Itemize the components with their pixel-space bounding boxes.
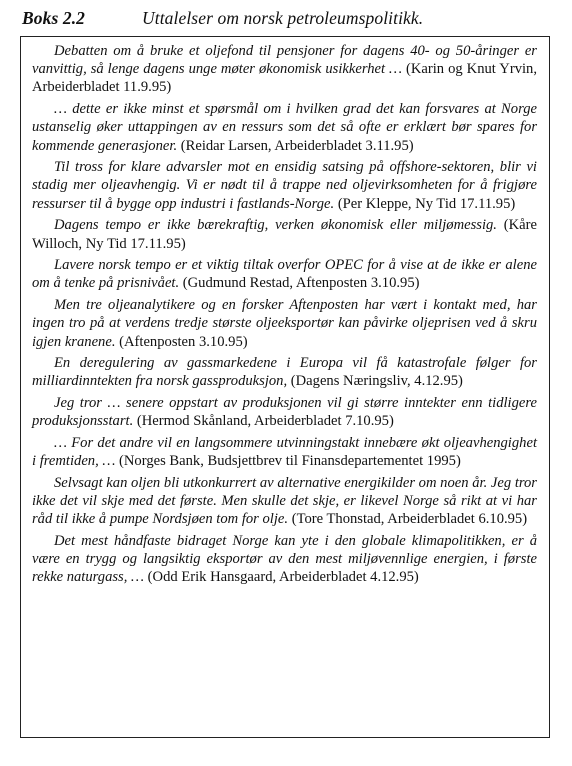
quote-text: Lavere norsk tempo er et viktig tiltak overfor OPEC for å vise at de ikke er alene om å tenke på prisnivået.	[32, 257, 537, 292]
quote-item	[32, 474, 537, 529]
quote-text: Dagens tempo er ikke bærekraftig, verken økonomisk eller miljømessig.	[54, 217, 497, 234]
quote-item	[32, 216, 537, 252]
quote-item	[32, 354, 537, 390]
quote-text: Men tre oljeanalytikere og en forsker Aftenposten har vært i kontakt med, har ingen tro på at verdens tredje største oljeeksportør kan påvirke oljeprisen ved å skru igjen kranene.	[32, 297, 537, 350]
quote-text: Til tross for klare advarsler mot en ensidig satsing på offshore-sektoren, blir vi stadig mer oljeavhengig. Vi er nødt til å trappe ned oljevirksomheten for å frigjøre ressurser til å bygge opp industri i fastlands-Norge.	[32, 159, 537, 212]
box-title: Uttalelser om norsk petroleumspolitikk.	[142, 8, 424, 28]
quote-item	[32, 434, 537, 470]
box-header	[22, 8, 423, 34]
box-label: Boks 2.2	[22, 8, 86, 28]
quote-item	[32, 256, 537, 292]
quote-source: (Odd Erik Hansgaard, Arbeiderbladet 4.12.95)	[147, 569, 419, 586]
quote-text: Debatten om å bruke et oljefond til pensjoner for dagens 40- og 50-åringer er vanvittig, så lenge dagens unge møter økonomisk usikkerhet …	[32, 43, 537, 78]
quote-text: Selvsagt kan oljen bli utkonkurrert av alternative energikilder om noen år. Jeg tror ikke det vil skje med det første. Men skulle det skje, er likevel Norge så rikt at vi har råd til ikke å pumpe Nordsjøen tom for olje.	[32, 474, 537, 528]
quote-source: (Karin og Knut Yrvin, Arbeiderbladet 11.9.95)	[32, 61, 537, 96]
quote-item	[32, 296, 537, 351]
quote-text: … dette er ikke minst et spørsmål om i hvilken grad det kan forsvares at Norge ustanselig øker uttappingen av en ressurs som det så ofte er erklært bør spares for kommende generasjoner.	[32, 101, 537, 154]
quote-text: Det mest håndfaste bidraget Norge kan yte i den globale klimapolitikken, er å være en trygg og langsiktig eksportør av den mest miljøvennlige energien, i første rekke naturgass, …	[32, 533, 537, 586]
quote-item	[32, 158, 537, 213]
quote-item	[32, 100, 537, 155]
quote-source: (Dagens Næringsliv, 4.12.95)	[290, 373, 463, 390]
quote-text: … For det andre vil en langsommere utvinningstakt innebære økt oljeavhengighet i fremtiden, …	[32, 435, 537, 470]
quote-item	[32, 532, 537, 587]
quote-source: (Aftenposten 3.10.95)	[119, 333, 248, 350]
quote-text: En deregulering av gassmarkedene i Europa vil få katastrofale følger for milliardinntekten fra norsk gassproduksjon,	[32, 355, 537, 390]
quote-source: (Gudmund Restad, Aftenposten 3.10.95)	[182, 275, 420, 292]
quote-text: Jeg tror … senere oppstart av produksjonen vil gi større inntekter enn tidligere produksjonsstart.	[32, 395, 537, 430]
quote-source: (Kåre Willoch, Ny Tid 17.11.95)	[32, 217, 537, 252]
quote-item	[32, 394, 537, 430]
quote-box	[20, 36, 550, 738]
quote-item	[32, 42, 537, 97]
quote-source: (Per Kleppe, Ny Tid 17.11.95)	[337, 195, 516, 212]
quote-source: (Hermod Skånland, Arbeiderbladet 7.10.95)	[136, 413, 394, 430]
quote-source: (Norges Bank, Budsjettbrev til Finansdepartementet 1995)	[119, 453, 461, 470]
quote-source: (Tore Thonstad, Arbeiderbladet 6.10.95)	[291, 511, 528, 528]
quote-source: (Reidar Larsen, Arbeiderbladet 3.11.95)	[180, 137, 414, 154]
